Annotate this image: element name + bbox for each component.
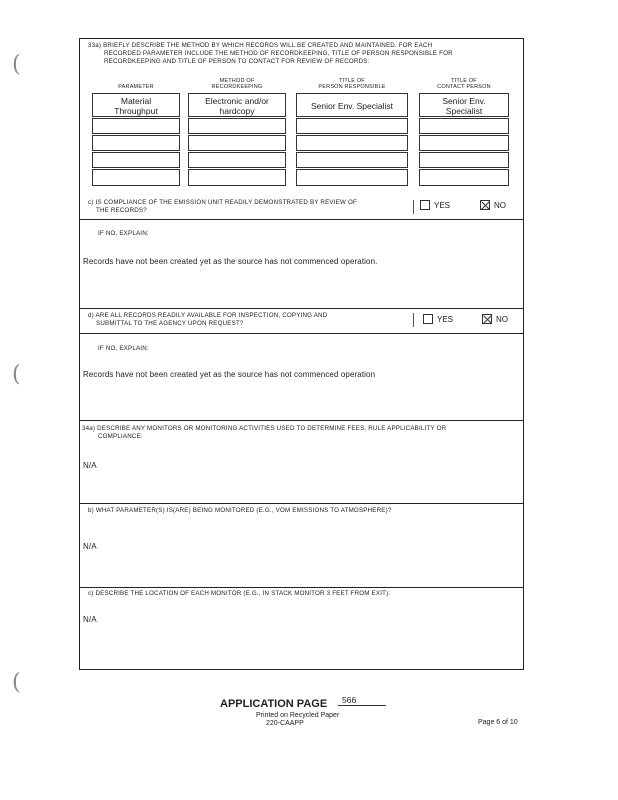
table-cell [419,135,509,151]
header-person-responsible: TITLE OF PERSON RESPONSIBLE [318,78,386,90]
q34b-answer: N/A [83,542,97,551]
section-divider [79,420,524,421]
table-cell [296,135,408,151]
q33d-yes-checkbox[interactable] [423,314,433,324]
binder-hole-mark: ( [12,52,21,77]
q33d-question: d) ARE ALL RECORDS READILY AVAILABLE FOR INSPECTION, COPYING AND SUBMITTAL TO THE AGENCY UPON REQUEST? [88,312,328,327]
section-divider [79,333,524,334]
q33c-question: c) IS COMPLIANCE OF THE EMISSION UNIT READILY DEMONSTRATED BY REVIEW OF THE RECORDS? [88,199,357,214]
table-cell [188,152,286,168]
table-cell [419,118,509,134]
table-cell [188,118,286,134]
q33d-explain-answer: Records have not been created yet as the source has not commenced operation [83,370,376,379]
section-divider [79,219,524,220]
q33c-no-checkbox[interactable] [480,200,490,210]
form-code: 220-CAAPP [266,720,304,727]
q33d-explain-label: IF NO, EXPLAIN: [98,345,149,352]
table-cell [92,152,180,168]
row1-contact: Senior Env. Specialist [419,93,509,117]
table-cell [296,169,408,186]
header-method: METHOD OF RECORDKEEPING [211,78,263,90]
table-cell [419,152,509,168]
binder-hole-mark: ( [12,362,21,387]
binder-hole-mark: ( [12,670,21,695]
section-divider [79,308,524,309]
row1-method: Electronic and/or hardcopy [188,93,286,117]
header-parameter: PARAMETER [118,84,154,90]
page-number: Page 6 of 10 [478,719,518,726]
q33c-no-label: NO [494,201,506,210]
q33c-explain-answer: Records have not been created yet as the source has not commenced operation. [83,257,378,266]
q33c-yes-label: YES [434,201,451,210]
q33d-no-label: NO [496,315,508,324]
row1-person: Senior Env. Specialist [296,93,408,117]
q33a-question: 33a) BRIEFLY DESCRIBE THE METHOD BY WHICH RECORDS WILL BE CREATED AND MAINTAINED. FOR EACH RECORDED PARAMETER INCLUDE THE METHOD OF RECORDKEEPING, TITLE OF PERSON RESPONSIBLE FOR RECORDKEEPING AND TITLE OF PERSON TO CONTACT FOR REVIEW OF RECORDS: [88,42,453,65]
table-cell [92,135,180,151]
table-cell [419,169,509,186]
divider [413,313,414,327]
section-divider [79,587,524,588]
app-page-label: APPLICATION PAGE [220,698,328,710]
table-cell [188,169,286,186]
q34c-answer: N/A [83,615,97,624]
table-cell [296,152,408,168]
divider [413,200,414,214]
q34b-question: b) WHAT PARAMETER(S) IS(ARE) BEING MONITORED (E.G., VOM EMISSIONS TO ATMOSPHERE)? [88,507,392,514]
q34a-question: 34a) DESCRIBE ANY MONITORS OR MONITORING ACTIVITIES USED TO DETERMINE FEES, RULE APPLICABILITY OR COMPLIANCE: [82,425,447,440]
app-page-number: 566 [338,695,386,706]
q34c-question: c) DESCRIBE THE LOCATION OF EACH MONITOR (E.G., IN STACK MONITOR 3 FEET FROM EXIT): [88,590,391,597]
q33d-no-checkbox[interactable] [482,314,492,324]
table-cell [296,118,408,134]
table-cell [92,118,180,134]
table-cell [92,169,180,186]
table-cell [188,135,286,151]
q33c-yes-checkbox[interactable] [420,200,430,210]
q33c-explain-label: IF NO, EXPLAIN: [98,230,149,237]
header-contact-person: TITLE OF CONTACT PERSON [437,78,491,90]
section-divider [79,503,524,504]
q34a-answer: N/A [83,461,97,470]
q33d-yes-label: YES [437,315,454,324]
printed-note: Printed on Recycled Paper [256,712,340,719]
row1-parameter: Material Throughput [92,93,180,117]
